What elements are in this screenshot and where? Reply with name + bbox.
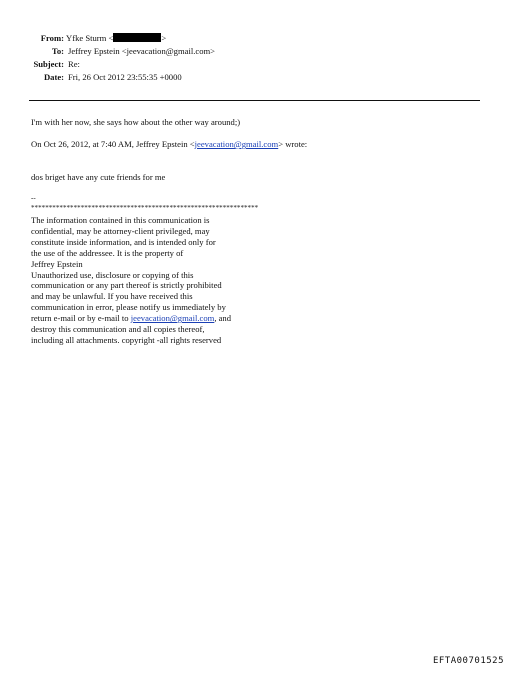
disclaimer: [31, 215, 231, 346]
disclaimer-line: the use of the addressee. It is the property of: [31, 247, 184, 258]
disclaimer-line: including all attachments. copyright -all rights reserved: [31, 334, 222, 345]
quoted-message: dos briget have any cute friends for me: [31, 172, 166, 182]
from-value: [66, 33, 166, 44]
date-value: Fri, 26 Oct 2012 23:55:35 +0000: [68, 72, 182, 82]
document-id: EFTA00701525: [432, 656, 504, 666]
disclaimer-email-suffix: , and: [214, 313, 232, 324]
subject-value: Re:: [68, 59, 80, 69]
disclaimer-line: constitute inside information, and is intended only for: [31, 236, 216, 247]
signature-dashes: --: [31, 194, 36, 202]
from-label: From:: [40, 33, 64, 43]
subject-label: Subject:: [33, 59, 64, 69]
disclaimer-line: Jeffrey Epstein: [31, 258, 83, 269]
disclaimer-email-link[interactable]: jeevacation@gmail.com: [130, 313, 215, 324]
from-close: >: [161, 33, 167, 43]
quote-prefix: On Oct 26, 2012, at 7:40 AM, Jeffrey Epstein <: [31, 139, 195, 149]
redaction-box: [113, 33, 161, 42]
disclaimer-line: and may be unlawful. If you have received this: [31, 291, 193, 302]
quote-email-link[interactable]: jeevacation@gmail.com: [194, 139, 279, 149]
disclaimer-line: destroy this communication and all copies thereof,: [31, 324, 205, 335]
header-divider: [29, 100, 480, 101]
signature-stars: ****************************************************************: [31, 204, 259, 212]
reply-text: I'm with her now, she says how about the other way around;): [31, 117, 241, 127]
disclaimer-line: communication in error, please notify us immediately by: [31, 302, 226, 313]
disclaimer-line: The information contained in this communication is: [31, 215, 210, 225]
to-label: To:: [51, 46, 64, 56]
quote-attribution: [31, 139, 307, 150]
disclaimer-line: Unauthorized use, disclosure or copying of this: [31, 269, 194, 280]
date-label: Date:: [43, 72, 64, 82]
disclaimer-line: communication or any part thereof is strictly prohibited: [31, 280, 222, 291]
disclaimer-email-prefix: return e-mail or by e-mail to: [31, 313, 131, 324]
disclaimer-email-line: [31, 313, 231, 324]
from-name: Yfke Sturm <: [66, 33, 114, 43]
disclaimer-line: confidential, may be attorney-client privileged, may: [31, 225, 210, 236]
quote-suffix: > wrote:: [278, 139, 308, 149]
to-value: Jeffrey Epstein <jeevacation@gmail.com>: [68, 46, 216, 56]
